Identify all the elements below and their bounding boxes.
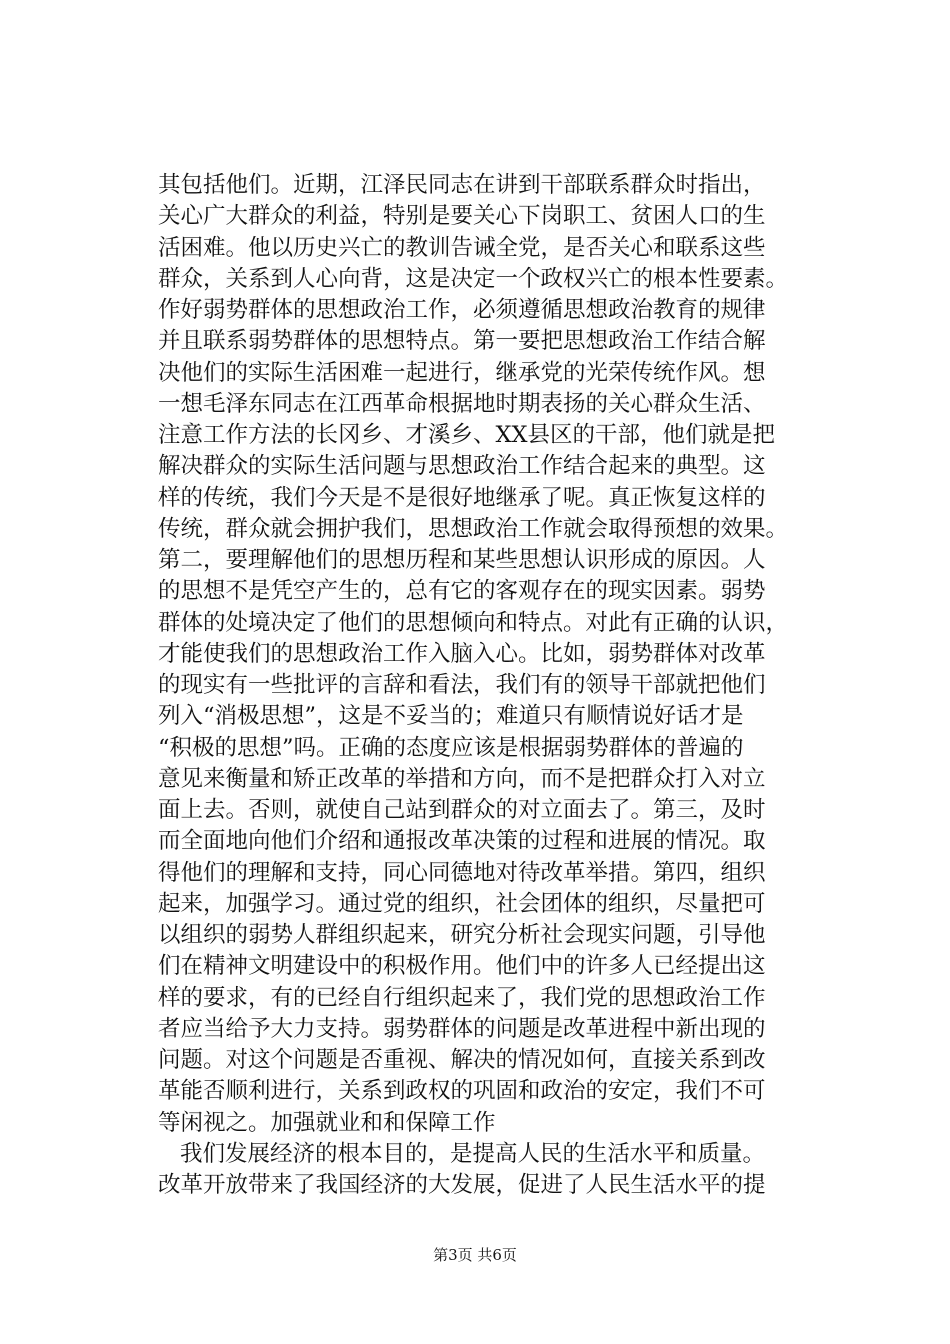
text-line: 并且联系弱势群体的思想特点。第一要把思想政治工作结合解 — [158, 328, 766, 355]
text-line: 革能否顺利进行，关系到政权的巩固和政治的安定，我们不可 — [158, 1078, 766, 1105]
text-line: 传统，群众就会拥护我们，思想政治工作就会取得预想的效果。 — [158, 515, 789, 542]
text-line: 一想毛泽东同志在江西革命根据地时期表扬的关心群众生活、 — [158, 390, 766, 417]
text-line: 解决群众的实际生活问题与思想政治工作结合起来的典型。这 — [158, 453, 766, 480]
text-line: 以组织的弱势人群组织起来，研究分析社会现实问题，引导他 — [158, 922, 766, 948]
document-body — [158, 170, 838, 1201]
text-line: 才能使我们的思想政治工作入脑入心。比如，弱势群体对改革 — [158, 640, 766, 667]
text-line: 样的传统，我们今天是不是很好地继承了呢。真正恢复这样的 — [158, 484, 766, 511]
text-line: 得他们的理解和支持，同心同德地对待改革举措。第四，组织 — [158, 859, 766, 886]
text-line: 者应当给予大力支持。弱势群体的问题是改革进程中新出现的 — [158, 1015, 766, 1042]
text-line: 问题。对这个问题是否重视、解决的情况如何，直接关系到改 — [158, 1047, 766, 1073]
text-line: 注意工作方法的长冈乡、才溪乡、XX县区的干部，他们就是把 — [158, 422, 776, 448]
paragraph-start-line: 我们发展经济的根本目的，是提高人民的生活水平和质量。 — [180, 1140, 766, 1167]
text-line: 改革开放带来了我国经济的大发展，促进了人民生活水平的提 — [158, 1172, 766, 1198]
text-line: “积极的思想”吗。正确的态度应该是根据弱势群体的普遍的 — [158, 734, 744, 761]
page-number-footer: 第3页 共6页 — [433, 1246, 517, 1264]
text-line: 的思想不是凭空产生的，总有它的客观存在的现实因素。弱势 — [158, 578, 766, 605]
text-line: 意见来衡量和矫正改革的举措和方向，而不是把群众打入对立 — [158, 765, 766, 792]
text-line: 关心广大群众的利益，特别是要关心下岗职工、贫困人口的生 — [158, 203, 766, 230]
text-line: 面上去。否则，就使自己站到群众的对立面去了。第三，及时 — [158, 797, 766, 823]
text-line: 起来，加强学习。通过党的组织，社会团体的组织，尽量把可 — [158, 890, 766, 917]
text-line: 而全面地向他们介绍和通报改革决策的过程和进展的情况。取 — [158, 828, 766, 855]
text-line: 活困难。他以历史兴亡的教训告诫全党，是否关心和联系这些 — [158, 234, 766, 261]
text-line: 列入“消极思想”，这是不妥当的；难道只有顺情说好话才是 — [158, 703, 744, 730]
text-line: 们在精神文明建设中的积极作用。他们中的许多人已经提出这 — [158, 953, 766, 980]
text-line: 其包括他们。近期，江泽民同志在讲到干部联系群众时指出， — [158, 172, 766, 198]
text-line: 样的要求，有的已经自行组织起来了，我们党的思想政治工作 — [158, 984, 766, 1011]
text-line: 等闲视之。加强就业和和保障工作 — [158, 1109, 496, 1136]
text-line: 群众，关系到人心向背，这是决定一个政权兴亡的根本性要素。 — [158, 265, 789, 292]
text-line: 第二，要理解他们的思想历程和某些思想认识形成的原因。人 — [158, 547, 766, 573]
text-line: 的现实有一些批评的言辞和看法，我们有的领导干部就把他们 — [158, 672, 766, 698]
text-line: 决他们的实际生活困难一起进行，继承党的光荣传统作风。想 — [158, 359, 766, 386]
text-line: 作好弱势群体的思想政治工作，必须遵循思想政治教育的规律 — [158, 297, 766, 323]
text-line: 群体的处境决定了他们的思想倾向和特点。对此有正确的认识， — [158, 609, 789, 636]
